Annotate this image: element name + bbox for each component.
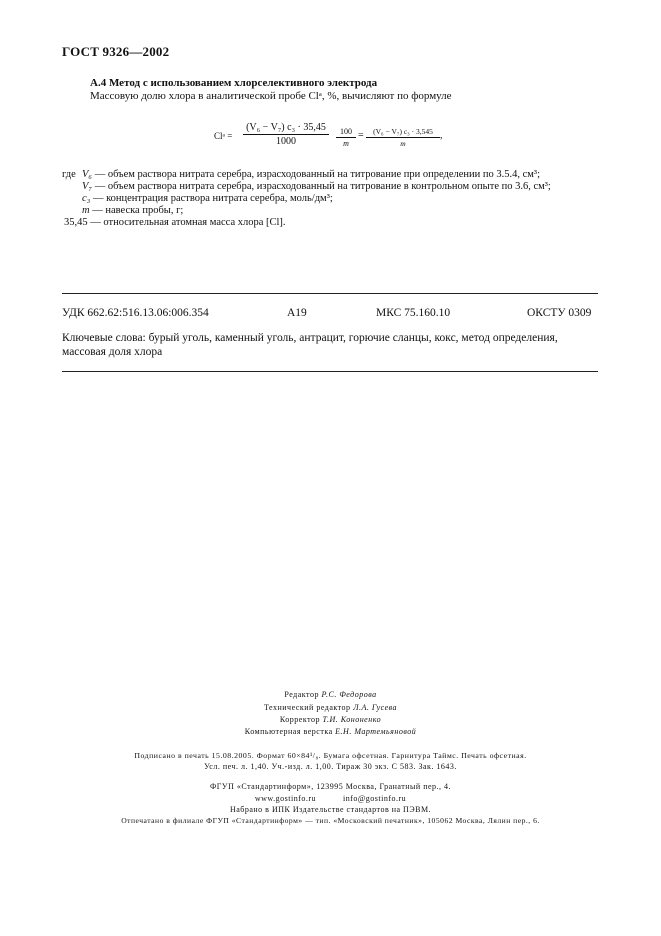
formula-numerator-1: (V₆ − V₇) c₃ · 35,45 [243, 122, 329, 135]
udk-code: УДК 662.62:516.13.06:006.354 [62, 307, 209, 319]
definition-symbol: V₆ [82, 169, 93, 180]
formula-denominator-2: m [343, 139, 349, 148]
tech-editor-name: Л.А. Гусева [353, 703, 398, 712]
imprint-corrector [0, 715, 661, 724]
definition-text: — объем раствора нитрата серебра, израсходованный на титрование в контрольном опыте по 3.6, см³; [94, 181, 551, 192]
imprint-layout [0, 727, 661, 736]
definitions-prefix: где [62, 169, 76, 180]
typeset-line: Набрано в ИПК Издательстве стандартов на ПЭВМ. [229, 805, 432, 814]
top-divider [62, 293, 598, 294]
formula-denominator-1: 1000 [276, 136, 296, 147]
formula-fraction-2 [336, 127, 356, 148]
printed-line: Отпечатано в филиале ФГУП «Стандартинформ» — тип. «Московский печатник», 105062 Москва, Лялин пер., 6. [121, 816, 540, 825]
editor-name: Р.С. Федорова [321, 690, 377, 699]
publisher-website: www.gostinfo.ru [254, 794, 317, 803]
definition-text: — относительная атомная масса хлора [Cl]. [90, 217, 286, 228]
formula-equals: = [358, 130, 364, 141]
layout-name: Е.Н. Мартемьяновой [335, 727, 417, 736]
formula-fraction-1 [243, 122, 329, 147]
section-heading: А.4 Метод с использованием хлорселективного электрода [90, 77, 378, 89]
formula-fraction-3 [366, 127, 440, 148]
definition-text: — концентрация раствора нитрата серебра, моль/дм³; [92, 193, 333, 204]
definition-item [82, 193, 333, 204]
formula-numerator-2: 100 [336, 127, 356, 138]
keywords-text: Ключевые слова: бурый уголь, каменный уголь, антрацит, горючие сланцы, кокс, метод определения, массовая доля хлора [62, 332, 558, 358]
formula-comma: , [440, 130, 443, 141]
definition-item [82, 181, 551, 192]
publisher-contacts [0, 794, 661, 803]
print-info-line-2: Усл. печ. л. 1,40. Уч.-изд. л. 1,00. Тираж 30 экз. С 583. Зак. 1643. [204, 762, 457, 771]
classification-code: А19 [287, 307, 307, 319]
document-header-title: ГОСТ 9326—2002 [62, 44, 170, 59]
definition-item [82, 205, 183, 216]
bottom-divider [62, 371, 598, 372]
imprint-tech-editor [0, 703, 661, 712]
imprint-editor [0, 690, 661, 699]
tech-editor-label: Технический редактор [263, 703, 351, 712]
formula-numerator-3: (V₆ − V₇) c₃ · 3,545 [366, 127, 440, 138]
publisher-line: ФГУП «Стандартинформ», 123995 Москва, Гранатный пер., 4. [209, 782, 452, 791]
definition-symbol: 35,45 [64, 217, 88, 228]
mks-code: МКС 75.160.10 [376, 307, 451, 319]
definition-symbol: m [82, 205, 90, 216]
formula-denominator-3: m [400, 139, 406, 148]
corrector-name: Т.И. Кононенко [322, 715, 382, 724]
corrector-label: Корректор [279, 715, 321, 724]
definition-item [64, 217, 286, 228]
section-intro: Массовую долю хлора в аналитической пробе Clᵃ, %, вычисляют по формуле [90, 90, 452, 102]
definition-symbol: V₇ [82, 181, 93, 192]
layout-label: Компьютерная верстка [244, 727, 333, 736]
print-info-line-1: Подписано в печать 15.08.2005. Формат 60×84¹/₈. Бумага офсетная. Гарнитура Таймс. Печать офсетная. [134, 751, 527, 760]
definition-symbol: c₃ [82, 193, 91, 204]
okstu-code: ОКСТУ 0309 [527, 307, 592, 319]
publisher-email: info@gostinfo.ru [343, 794, 407, 803]
definition-text: — объем раствора нитрата серебра, израсходованный на титрование при определении по 3.5.4, см³; [94, 169, 540, 180]
definition-text: — навеска пробы, г; [92, 205, 184, 216]
formula-lhs: Clᵃ = [214, 131, 233, 141]
definition-item [82, 169, 540, 180]
editor-label: Редактор [284, 690, 319, 699]
